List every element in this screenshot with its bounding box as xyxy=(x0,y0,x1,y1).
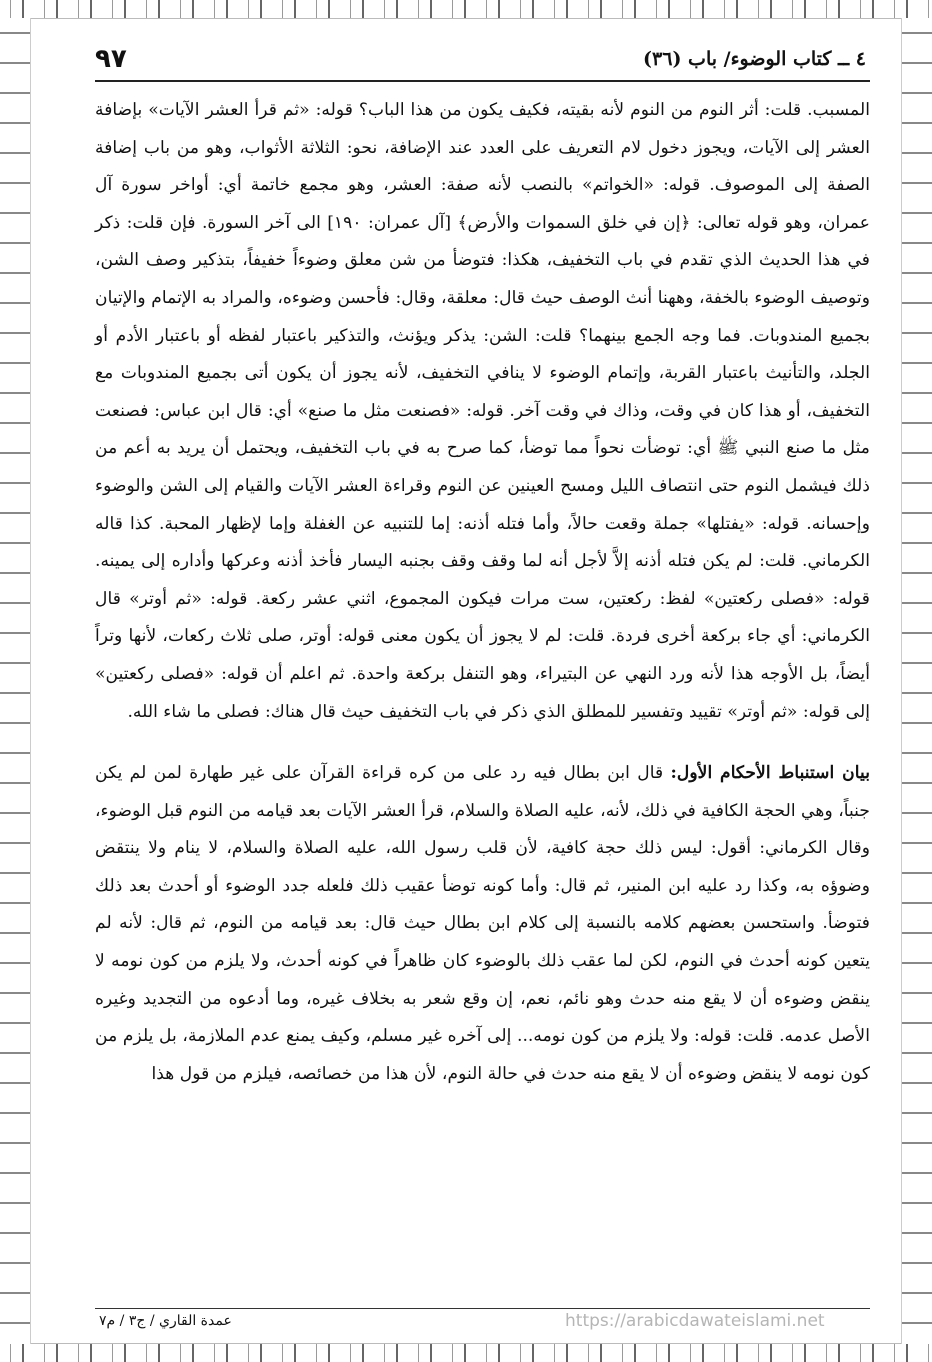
body-paragraph-1: المسبب. قلت: أثر النوم من النوم لأنه بقيته، فكيف يكون من هذا الباب؟ قوله: «ثم قرأ العشر الآيات» بإضافة العشر إلى الآيات، ويجوز دخول لام التعريف على العدد عند الإضافة، نحو: الثلاثة الأثواب، وهو من باب إضافة الصفة إلى الموصوف. قوله: «الخواتم» بالنصب لأنه صفة: العشر، وهو مجمع خاتمة أي: أواخر سورة آل عمران، وهو قوله تعالى: ﴿إن في خلق السموات والأرض﴾ [آل عمران: ١٩٠] الى آخر السورة. فإن قلت: ذكر في هذا الحديث الذي تقدم في باب التخفيف، هكذا: فتوضأ من شن معلق وضوءاً خفيفاً، بتذكير وصف الشن، وتوصيف الوضوء بالخفة، وههنا أنث الوصف حيث قال: معلقة، وقال: فأحسن وضوءه، والمراد به الإتمام والإتيان بجميع المندوبات. فما وجه الجمع بينهما؟ قلت: الشن: يذكر ويؤنث، والتذكير باعتبار لفظه أو باعتبار الأدم أو الجلد، والتأنيث باعتبار القربة، وإتمام الوضوء لا ينافي التخفيف، لأنه يجوز أن يكون أتى بجميع المندوبات مع التخفيف، أو هذا كان في وقت، وذاك في وقت آخر. قوله: «فصنعت مثل ما صنع» أي: قال ابن عباس: فصنعت مثل ما صنع النبي ﷺ أي: توضأت نحواً مما توضأ، كما صرح به في باب التخفيف، ويحتمل أن يريد به أعم من ذلك فيشمل النوم حتى انتصاف الليل ومسح العينين عن النوم وقراءة العشر الآيات والقيام إلى الشن والوضوء وإحسانه. قوله: «يفتلها» جملة وقعت حالاً، وأما فتله أذنه: إما للتنبيه عن الغفلة وإما لإظهار المحبة. كذا قاله الكرماني. قلت: لم يكن فتله أذنه إلاَّ لأجل أنه لما وقف وقف بجنبه اليسار فأخذ أذنه وعركها وأداره إلى يمينه. قوله: «فصلى ركعتين» لفظ: ركعتين، ست مرات فيكون المجموع، اثني عشر ركعة. قوله: «ثم أوتر» قال الكرماني: أي جاء بركعة أخرى فردة. قلت: لم لا يجوز أن يكون معنى قوله: أوتر، صلى ثلاث ركعات، لأنها وتراً أيضاً، بل الأوجه هذا لأنه ورد النهي عن البتيراء، وهو التنفل بركعة واحدة. ثم اعلم أن قوله: «فصلى ركعتين» إلى قوله: «ثم أوتر» تقييد وتفسير للمطلق الذي ذكر في باب التخفيف حيث قال هناك: فصلى ما شاء الله. xyxy=(95,100,871,722)
section-heading: بيان استنباط الأحكام الأول: xyxy=(670,763,870,784)
paragraph-gap xyxy=(95,731,870,755)
page-body xyxy=(95,92,870,1093)
body-paragraph-2 xyxy=(95,755,870,1093)
watermark-url: https://arabicdawateislami.net xyxy=(565,1311,825,1331)
book-reference: عمدة القاري / ج٣ / م٧ xyxy=(99,1313,232,1329)
page-header xyxy=(95,40,870,82)
ornamental-border-bottom xyxy=(0,1343,932,1362)
ornamental-border-top xyxy=(0,0,932,19)
page-number: ٩٧ xyxy=(95,44,127,74)
ornamental-border-left xyxy=(0,18,31,1344)
ornamental-border-right xyxy=(901,18,932,1344)
body-paragraph-2-text: قال ابن بطال فيه رد على من كره قراءة القرآن على غير طهارة لمن لم يكن جنباً، وهي الحجة الكافية في ذلك، لأنه، عليه الصلاة والسلام، قرأ العشر الآيات بعد قيامه من النوم قبل الوضوء، وقال الكرماني: أقول: ليس ذلك حجة كافية، لأن قلب رسول الله، عليه الصلاة والسلام، لا ينام ولا ينتقض وضوؤه به، وكذا رد عليه ابن المنير، ثم قال: وأما كونه توضأ عقيب ذلك فلعله جدد الوضوء أو أحدث بعد ذلك فتوضأ. واستحسن بعضهم كلامه بالنسبة إلى كلام ابن بطال حيث قال: بعد قيامه من النوم، ثم قال: لأنه لم يتعين كونه أحدث في النوم، لكن لما عقب ذلك بالوضوء كان ظاهراً في كونه أحدث، ولا يلزم من كون نومه لا ينقض وضوءه أن لا يقع منه حدث وهو نائم، نعم، إن وقع شعر به بخلاف غيره، وما أدعوه من التجديد وغيره الأصل عدمه. قلت: قوله: ولا يلزم من كون نومه... إلى آخره غير مسلم، وكيف يمنع عدم الملازمة، بل يلزم من كون نومه لا ينقض وضوءه أن لا يقع منه حدث في حالة النوم، لأن هذا من خصائصه، فيلزم من قول هذا xyxy=(95,763,870,1084)
page-footer xyxy=(95,1308,870,1333)
running-title: ٤ ــ كتاب الوضوء/ باب (٣٦) xyxy=(643,48,866,70)
